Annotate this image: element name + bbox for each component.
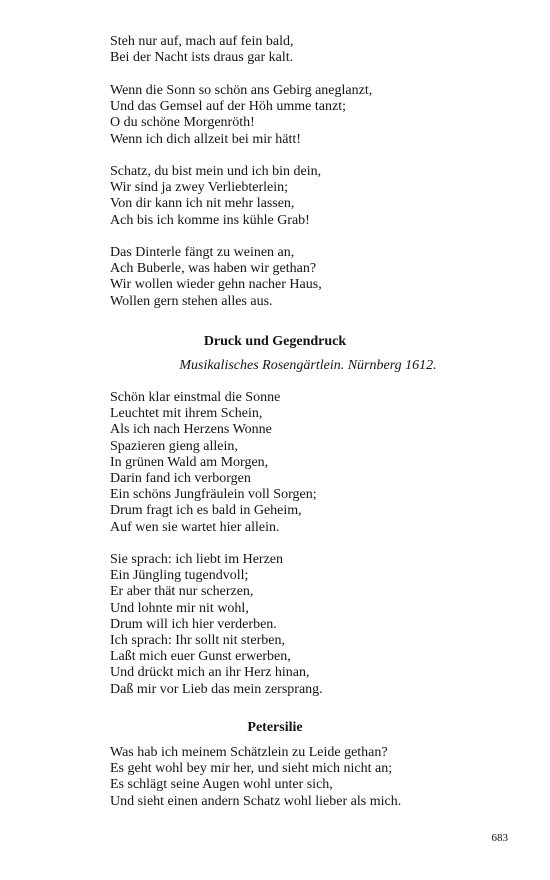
verse-line: Ach bis ich komme ins kühle Grab! xyxy=(110,212,310,228)
verse-line: Daß mir vor Lieb das mein zersprang. xyxy=(110,681,323,697)
verse-line: Wir wollen wieder gehn nacher Haus, xyxy=(110,277,322,293)
verse-line: Spazieren gieng allein, xyxy=(110,438,238,454)
verse-line: Drum fragt ich es bald in Geheim, xyxy=(110,503,302,519)
stanza xyxy=(110,552,510,698)
verse-line: Es geht wohl bey mir her, und sieht mich nicht an; xyxy=(110,761,393,777)
poem-source: Musikalisches Rosengärtlein. Nürnberg 1612. xyxy=(179,358,437,373)
stanza xyxy=(110,390,510,536)
verse-line: Ein schöns Jungfräulein voll Sorgen; xyxy=(110,487,317,503)
verse-line: Steh nur auf, mach auf fein bald, xyxy=(110,34,294,49)
poem-title: Petersilie xyxy=(247,720,303,735)
verse-line: Und das Gemsel auf der Höh umme tanzt; xyxy=(110,99,346,115)
verse-line: Was hab ich meinem Schätzlein zu Leide gethan? xyxy=(110,745,388,760)
stanza xyxy=(110,164,510,229)
verse-line: Sie sprach: ich liebt im Herzen xyxy=(110,552,283,567)
verse-line: Er aber thät nur scherzen, xyxy=(110,584,254,600)
verse-line: Schatz, du bist mein und ich bin dein, xyxy=(110,164,322,179)
verse-line: Schön klar einstmal die Sonne xyxy=(110,390,281,405)
verse-line: Bei der Nacht ists draus gar kalt. xyxy=(110,50,294,66)
verse-line: Und sieht einen andern Schatz wohl lieber als mich. xyxy=(110,793,402,809)
verse-line: Auf wen sie wartet hier allein. xyxy=(110,519,280,535)
verse-line: Als ich nach Herzens Wonne xyxy=(110,422,272,438)
stanza xyxy=(110,745,510,810)
verse-line: O du schöne Morgenröth! xyxy=(110,115,255,131)
verse-line: Drum will ich hier verderben. xyxy=(110,616,277,632)
page-number: 683 xyxy=(491,832,508,844)
verse-line: Ich sprach: Ihr sollt nit sterben, xyxy=(110,633,285,649)
verse-line: In grünen Wald am Morgen, xyxy=(110,454,269,470)
verse-line: Ein Jüngling tugendvoll; xyxy=(110,568,249,584)
verse-line: Ach Buberle, was haben wir gethan? xyxy=(110,261,317,277)
verse-line: Wir sind ja zwey Verliebterlein; xyxy=(110,180,289,196)
verse-line: Und drückt mich an ihr Herz hinan, xyxy=(110,665,310,681)
stanza xyxy=(110,83,510,148)
stanza xyxy=(110,245,510,310)
verse-line: Wollen gern stehen alles aus. xyxy=(110,293,273,309)
verse-line: Es schlägt seine Augen wohl unter sich, xyxy=(110,777,333,793)
verse-line: Wenn die Sonn so schön ans Gebirg aneglanzt, xyxy=(110,83,373,98)
verse-line: Darin fand ich verborgen xyxy=(110,471,251,487)
poem-title: Druck und Gegendruck xyxy=(203,334,347,349)
stanza xyxy=(110,34,510,66)
verse-line: Laßt mich euer Gunst erwerben, xyxy=(110,649,291,665)
verse-line: Das Dinterle fängt zu weinen an, xyxy=(110,245,295,260)
verse-line: Wenn ich dich allzeit bei mir hätt! xyxy=(110,131,301,147)
verse-line: Leuchtet mit ihrem Schein, xyxy=(110,406,263,422)
verse-line: Von dir kann ich nit mehr lassen, xyxy=(110,196,295,212)
verse-line: Und lohnte mir nit wohl, xyxy=(110,600,249,616)
